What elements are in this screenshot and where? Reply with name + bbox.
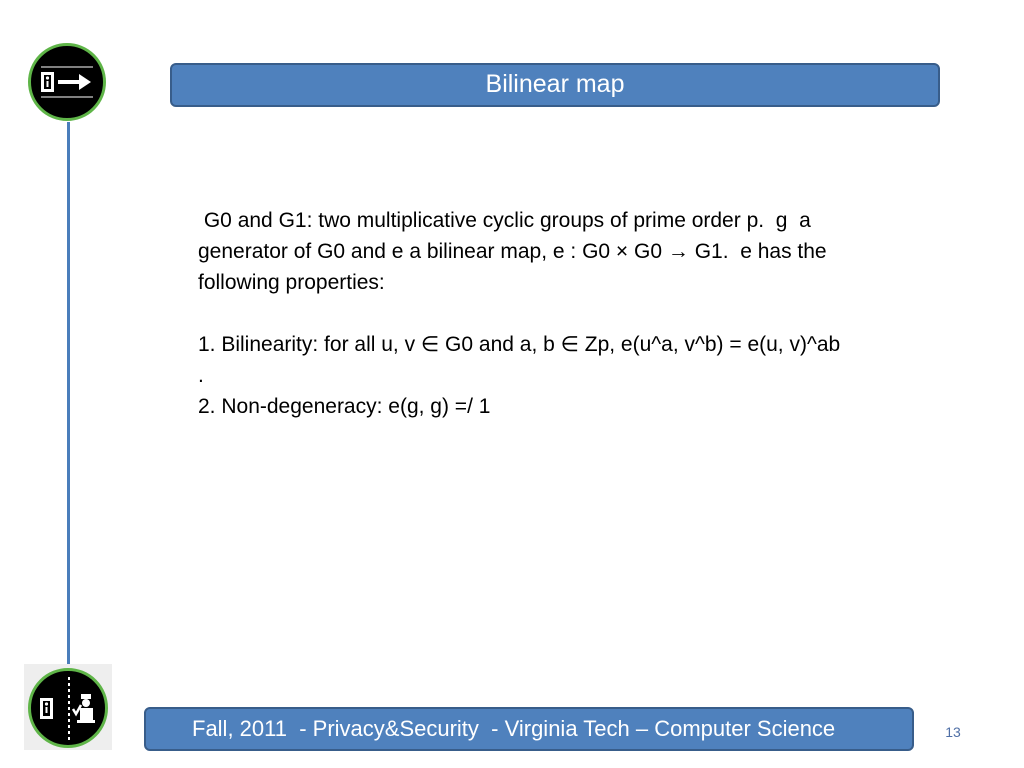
slide-title: Bilinear map bbox=[485, 70, 625, 98]
footer-text: Fall, 2011 - Privacy&Security - Virginia Tech – Computer Science bbox=[192, 716, 836, 741]
slide-title-bar bbox=[170, 63, 940, 107]
footer-bar bbox=[144, 707, 914, 751]
page-number: 13 bbox=[945, 724, 961, 740]
door-security-guard-icon bbox=[28, 668, 108, 748]
body-paragraph-dot: . bbox=[198, 364, 204, 387]
body-paragraph-nondegeneracy: 2. Non-degeneracy: e(g, g) =/ 1 bbox=[198, 395, 491, 418]
slide-body bbox=[198, 205, 898, 422]
body-paragraph-definition: G0 and G1: two multiplicative cyclic groups of prime order p. g a generator of G0 and e a bilinear map, e : G0 × G0 → G1. e has the following properties: bbox=[198, 209, 833, 294]
body-blank-line bbox=[198, 298, 898, 329]
left-rail-line bbox=[67, 122, 70, 667]
door-security-guard-icon-graphic bbox=[31, 671, 105, 745]
exit-door-arrow-icon-graphic bbox=[31, 46, 103, 118]
exit-door-arrow-icon bbox=[28, 43, 106, 121]
body-paragraph-bilinearity: 1. Bilinearity: for all u, v ∈ G0 and a, b ∈ Zp, e(u^a, v^b) = e(u, v)^ab bbox=[198, 333, 841, 356]
